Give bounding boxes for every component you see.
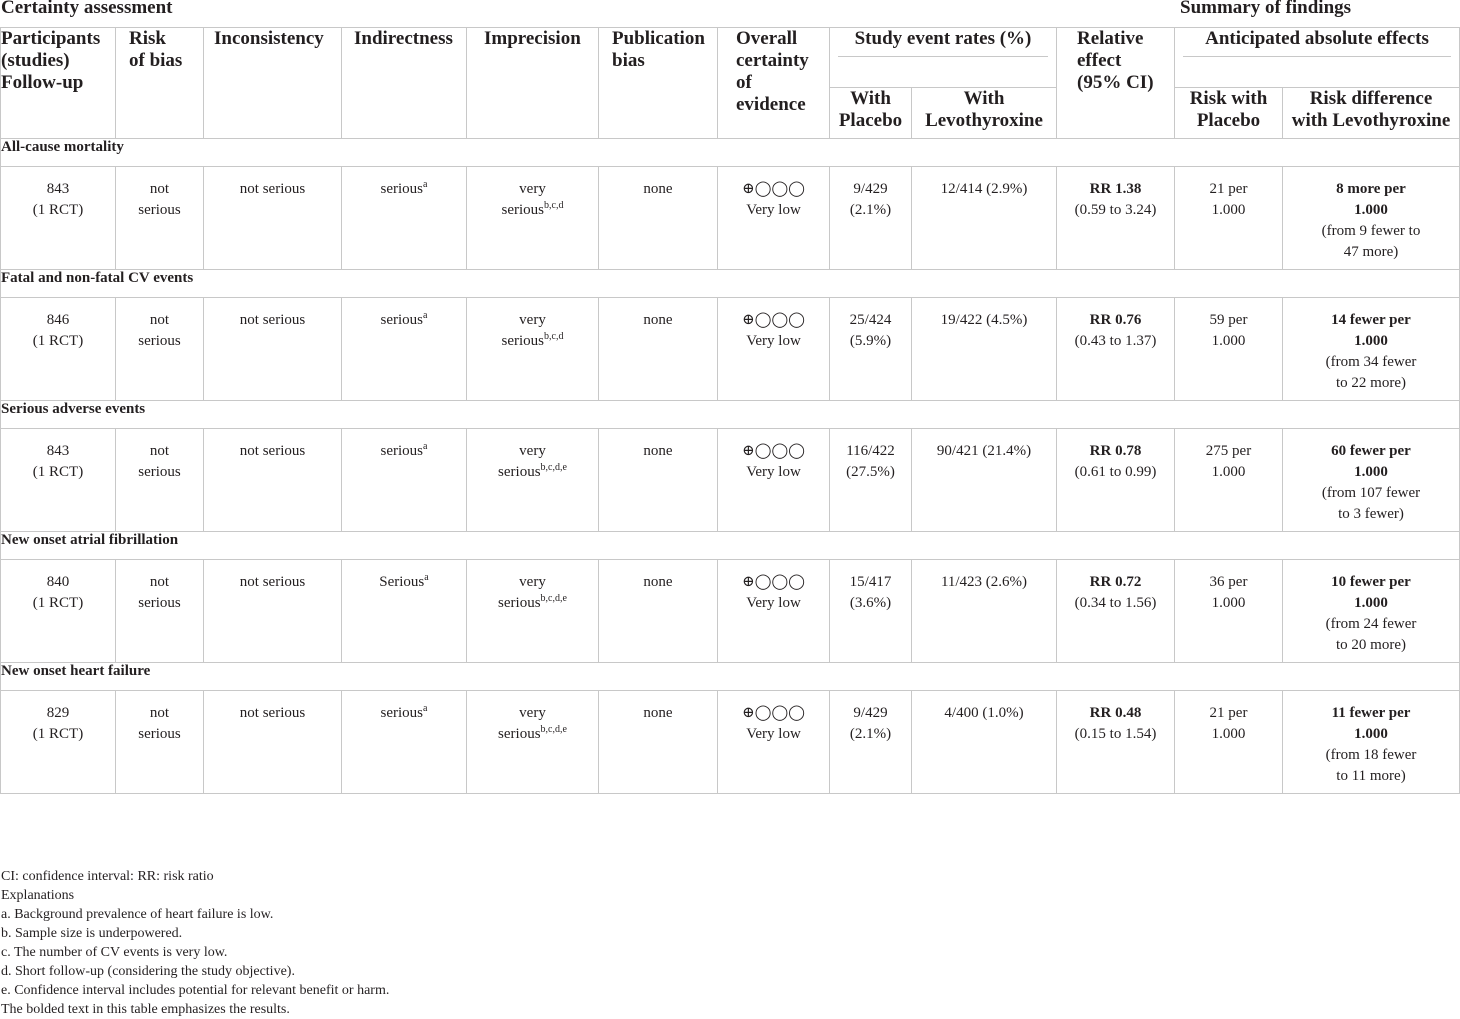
placebo-rate-cell: 116/422 (27.5%) [830,429,912,532]
imprecision-cell: very serious$^{b,c,d,e}$ [467,560,599,663]
outcome-title-row [1,270,1460,298]
header-study-event-rates: Study event rates (%) [830,28,1057,88]
footnote-b: b. Sample size is underpowered. [1,926,183,941]
certainty-cell: ⊕◯◯◯ Very low [718,298,830,401]
risk-difference-cell: 8 more per 1.000 (from 9 fewer to 47 more) [1283,167,1460,270]
risk-of-bias-cell: not serious [116,691,204,794]
indirectness-cell: Serious$^a$ [342,560,467,663]
outcome-data-row [1,429,1460,532]
risk-of-bias-cell: not serious [116,298,204,401]
outcome-name: Fatal and non-fatal CV events [1,270,1460,298]
inconsistency-cell: not serious [204,560,342,663]
outcome-title-row [1,663,1460,691]
imprecision-cell: very serious$^{b,c,d,e}$ [467,429,599,532]
risk-with-placebo-cell: 21 per 1.000 [1175,691,1283,794]
outcome-name: New onset atrial fibrillation [1,532,1460,560]
header-inconsistency: Inconsistency [204,28,342,139]
risk-of-bias-cell: not serious [116,560,204,663]
imprecision-cell: very serious$^{b,c,d,e}$ [467,691,599,794]
participants-cell: 846 (1 RCT) [1,298,116,401]
header-publication-bias: Publication bias [599,28,718,139]
certainty-cell: ⊕◯◯◯ Very low [718,560,830,663]
participants-cell: 843 (1 RCT) [1,167,116,270]
header-risk-with-placebo: Risk with Placebo [1175,88,1283,139]
participants-cell: 843 (1 RCT) [1,429,116,532]
placebo-rate-cell: 9/429 (2.1%) [830,691,912,794]
footnote-bold-note: The bolded text in this table emphasizes the results. [1,1002,290,1017]
footnote-ref: a [424,572,429,583]
inconsistency-cell: not serious [204,691,342,794]
indirectness-cell: serious$^a$ [342,691,467,794]
certainty-cell: ⊕◯◯◯ Very low [718,691,830,794]
outcome-name: Serious adverse events [1,401,1460,429]
relative-effect-cell: RR 0.78 (0.61 to 0.99) [1057,429,1175,532]
publication-bias-cell: none [599,560,718,663]
header-participants: Participants (studies) Follow-up [1,28,116,139]
risk-of-bias-cell: not serious [116,429,204,532]
outcome-title-row [1,401,1460,429]
risk-difference-cell: 11 fewer per 1.000 (from 18 fewer to 11 more) [1283,691,1460,794]
table-footnotes [1,867,389,1019]
outcome-title-row [1,139,1460,167]
footnote-ref: a [423,179,428,190]
relative-effect-cell: RR 0.72 (0.34 to 1.56) [1057,560,1175,663]
outcome-data-row [1,560,1460,663]
outcomes-body [1,139,1460,794]
header-risk-difference: Risk difference with Levothyroxine [1283,88,1460,139]
outcome-name: New onset heart failure [1,663,1460,691]
footnote-ref: a [423,310,428,321]
certainty-cell: ⊕◯◯◯ Very low [718,167,830,270]
header-indirectness: Indirectness [342,28,467,139]
certainty-rating-icon: ⊕◯◯◯ [742,181,805,197]
outcome-data-row [1,691,1460,794]
placebo-rate-cell: 9/429 (2.1%) [830,167,912,270]
placebo-rate-cell: 25/424 (5.9%) [830,298,912,401]
publication-bias-cell: none [599,691,718,794]
outcome-data-row [1,167,1460,270]
inconsistency-cell: not serious [204,429,342,532]
relative-effect-cell: RR 0.48 (0.15 to 1.54) [1057,691,1175,794]
participants-cell: 829 (1 RCT) [1,691,116,794]
footnote-ref: b,c,d [544,331,564,342]
risk-with-placebo-cell: 21 per 1.000 [1175,167,1283,270]
certainty-rating-icon: ⊕◯◯◯ [742,574,805,590]
relative-effect-cell: RR 1.38 (0.59 to 3.24) [1057,167,1175,270]
publication-bias-cell: none [599,429,718,532]
footnote-d: d. Short follow-up (considering the study objective). [1,964,295,979]
risk-of-bias-cell: not serious [116,167,204,270]
footnote-e: e. Confidence interval includes potential for relevant benefit or harm. [1,983,390,998]
levothyroxine-rate-cell: 90/421 (21.4%) [912,429,1057,532]
certainty-rating-icon: ⊕◯◯◯ [742,312,805,328]
levothyroxine-rate-cell: 4/400 (1.0%) [912,691,1057,794]
relative-effect-cell: RR 0.76 (0.43 to 1.37) [1057,298,1175,401]
header-imprecision: Imprecision [467,28,599,139]
outcome-title-row [1,532,1460,560]
inconsistency-cell: not serious [204,167,342,270]
levothyroxine-rate-cell: 11/423 (2.6%) [912,560,1057,663]
certainty-rating-icon: ⊕◯◯◯ [742,443,805,459]
indirectness-cell: serious$^a$ [342,167,467,270]
header-relative-effect: Relative effect (95% CI) [1057,28,1175,139]
footnote-ref: b,c,d,e [540,462,567,473]
header-anticipated-effects: Anticipated absolute effects [1175,28,1460,88]
risk-with-placebo-cell: 59 per 1.000 [1175,298,1283,401]
certainty-cell: ⊕◯◯◯ Very low [718,429,830,532]
certainty-rating-icon: ⊕◯◯◯ [742,705,805,721]
imprecision-cell: very serious$^{b,c,d}$ [467,167,599,270]
header-risk-of-bias: Risk of bias [116,28,204,139]
summary-of-findings-title: Summary of findings [1180,0,1352,18]
imprecision-cell: very serious$^{b,c,d}$ [467,298,599,401]
risk-with-placebo-cell: 36 per 1.000 [1175,560,1283,663]
risk-difference-cell: 10 fewer per 1.000 (from 24 fewer to 20 more) [1283,560,1460,663]
risk-difference-cell: 14 fewer per 1.000 (from 34 fewer to 22 more) [1283,298,1460,401]
indirectness-cell: serious$^a$ [342,429,467,532]
inconsistency-cell: not serious [204,298,342,401]
publication-bias-cell: none [599,298,718,401]
placebo-rate-cell: 15/417 (3.6%) [830,560,912,663]
levothyroxine-rate-cell: 12/414 (2.9%) [912,167,1057,270]
levothyroxine-rate-cell: 19/422 (4.5%) [912,298,1057,401]
publication-bias-cell: none [599,167,718,270]
risk-with-placebo-cell: 275 per 1.000 [1175,429,1283,532]
footnote-a: a. Background prevalence of heart failure is low. [1,907,274,922]
outcome-name: All-cause mortality [1,139,1460,167]
footnote-ref: b,c,d,e [540,724,567,735]
certainty-assessment-title: Certainty assessment [1,0,173,18]
footnote-ref: a [423,441,428,452]
footnote-abbreviations: CI: confidence interval: RR: risk ratio [1,869,214,884]
footnote-explanations-heading: Explanations [1,888,75,903]
footnote-ref: b,c,d,e [540,593,567,604]
indirectness-cell: serious$^a$ [342,298,467,401]
header-with-placebo: With Placebo [830,88,912,139]
header-overall-certainty: Overall certainty of evidence [718,28,830,139]
summary-of-findings-table [0,27,1460,794]
footnote-c: c. The number of CV events is very low. [1,945,228,960]
participants-cell: 840 (1 RCT) [1,560,116,663]
outcome-data-row [1,298,1460,401]
header-with-levothyroxine: With Levothyroxine [912,88,1057,139]
risk-difference-cell: 60 fewer per 1.000 (from 107 fewer to 3 fewer) [1283,429,1460,532]
footnote-ref: b,c,d [544,200,564,211]
footnote-ref: a [423,703,428,714]
